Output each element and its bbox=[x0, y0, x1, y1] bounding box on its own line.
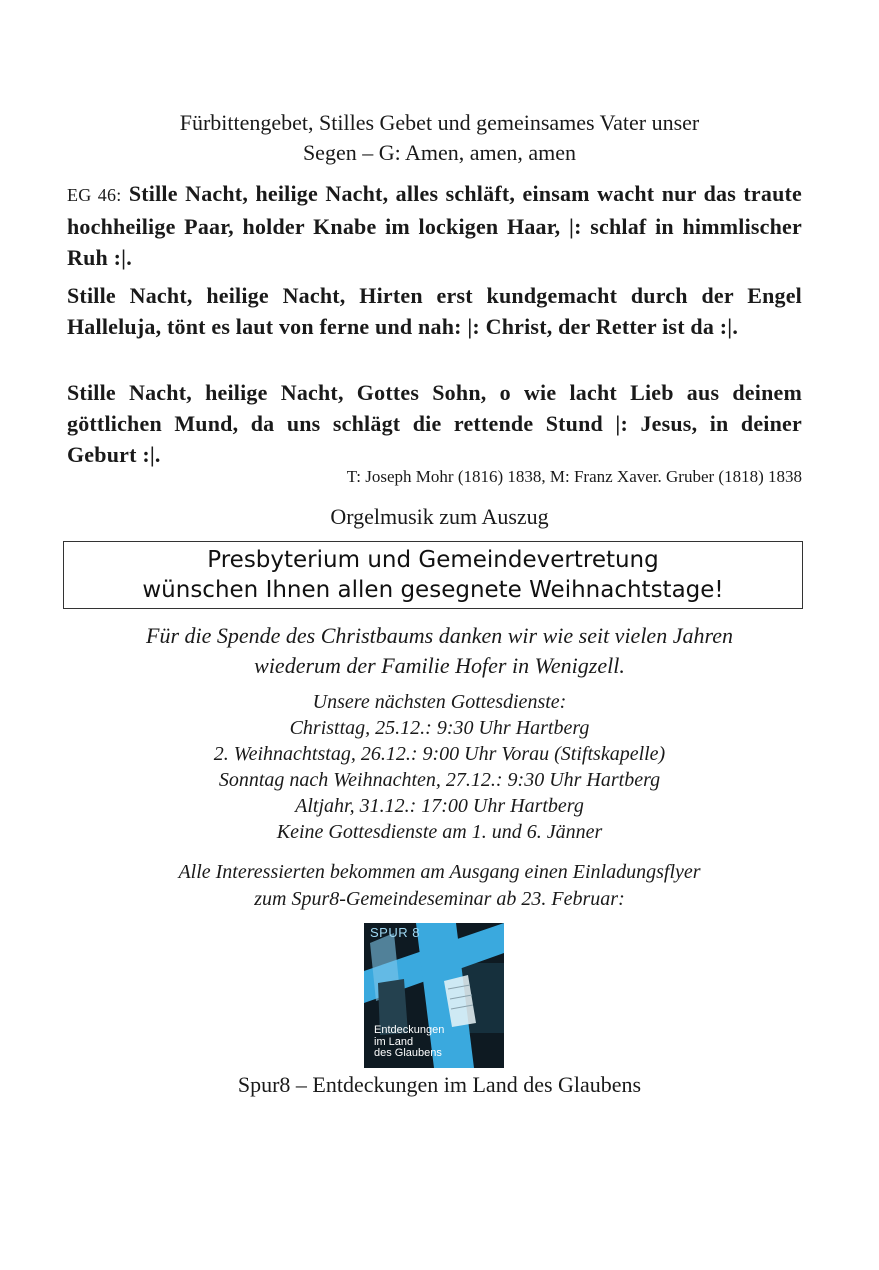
thanks-line-2: wiederum der Familie Hofer in Wenigzell. bbox=[254, 653, 625, 678]
seminar-cover-image bbox=[364, 923, 504, 1068]
service-item: Altjahr, 31.12.: 17:00 Uhr Hartberg bbox=[295, 795, 584, 817]
cover-title-line-3: des Glaubens bbox=[374, 1047, 442, 1059]
cover-title bbox=[374, 1025, 444, 1060]
hymn-verse-2: Stille Nacht, heilige Nacht, Hirten erst kundgemacht durch der Engel Halleluja, tönt es laut von ferne und nah: |: Christ, der Retter ist da :|. bbox=[67, 283, 802, 339]
cover-title-line-2: im Land bbox=[374, 1035, 414, 1048]
greeting-line-1: Presbyterium und Gemeindevertretung bbox=[207, 547, 659, 573]
cover-title-line-1: Entdeckungen bbox=[374, 1024, 445, 1036]
cover-brand: SPUR 8 bbox=[370, 925, 420, 940]
organ-postlude: Orgelmusik zum Auszug bbox=[330, 504, 549, 529]
service-item: Sonntag nach Weihnachten, 27.12.: 9:30 Uhr Hartberg bbox=[218, 769, 661, 791]
service-item: Christtag, 25.12.: 9:30 Uhr Hartberg bbox=[289, 717, 590, 739]
service-item: Keine Gottesdienste am 1. und 6. Jänner bbox=[276, 821, 603, 843]
cover-caption: Spur8 – Entdeckungen im Land des Glaubens bbox=[237, 1072, 642, 1097]
thanks-line-1: Für die Spende des Christbaums danken wir wie seit vielen Jahren bbox=[146, 623, 733, 648]
intro-prayer: Fürbittengebet, Stilles Gebet und gemeinsames Vater unser bbox=[179, 110, 700, 135]
invite-line-1: Alle Interessierten bekommen am Ausgang einen Einladungsflyer bbox=[178, 861, 701, 883]
services-heading: Unsere nächsten Gottesdienste: bbox=[312, 691, 567, 713]
hymn-verse-1 bbox=[67, 178, 802, 273]
invite-line-2: zum Spur8-Gemeindeseminar ab 23. Februar: bbox=[254, 888, 625, 910]
hymn-credit: T: Joseph Mohr (1816) 1838, M: Franz Xaver. Gruber (1818) 1838 bbox=[346, 467, 802, 486]
service-item: 2. Weihnachtstag, 26.12.: 9:00 Uhr Vorau (Stiftskapelle) bbox=[213, 743, 666, 765]
hymn-verse-3: Stille Nacht, heilige Nacht, Gottes Sohn, o wie lacht Lieb aus deinem göttlichen Mund, da uns schlägt die rettende Stund |: Jesus, in deiner Geburt :|. bbox=[67, 380, 802, 467]
hymn-number: EG 46: bbox=[67, 185, 122, 205]
greeting-line-2: wünschen Ihnen allen gesegnete Weihnachtstage! bbox=[142, 577, 724, 603]
greeting-box bbox=[63, 541, 803, 609]
hymn-verse-1-text: Stille Nacht, heilige Nacht, alles schläft, einsam wacht nur das traute hochheilige Paar, holder Knabe im lockigen Haar, |: schlaf in himmlischer Ruh :|. bbox=[67, 181, 803, 270]
intro-blessing: Segen – G: Amen, amen, amen bbox=[302, 140, 577, 165]
